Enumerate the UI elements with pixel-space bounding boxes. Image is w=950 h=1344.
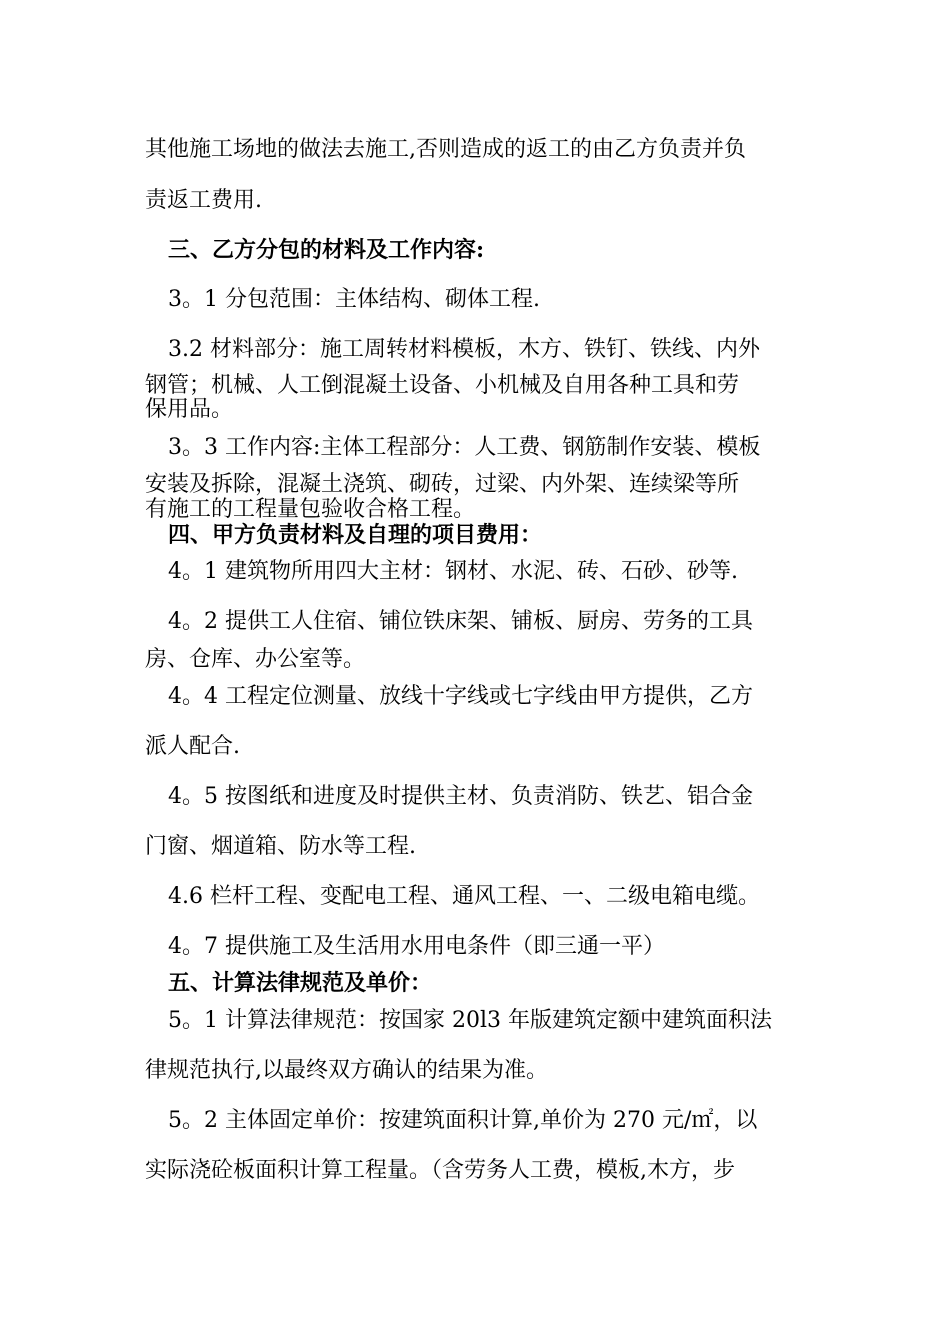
paragraph-line: 派人配合. [145, 734, 240, 759]
section-heading-3: 三、乙方分包的材料及工作内容: [168, 237, 485, 263]
paragraph-line: 5。2 主体固定单价：按建筑面积计算,单价为 270 元/㎡，以 [168, 1108, 758, 1133]
paragraph-line: 实际浇砼板面积计算工程量。（含劳务人工费，模板,木方，步 [145, 1158, 735, 1183]
paragraph-line: 其他施工场地的做法去施工,否则造成的返工的由乙方负责并负 [145, 137, 746, 162]
paragraph-line: 3。1 分包范围：主体结构、砌体工程. [168, 287, 540, 312]
paragraph-line: 责返工费用. [145, 188, 262, 213]
paragraph-line: 4。5 按图纸和进度及时提供主材、负责消防、铁艺、铝合金 [168, 784, 753, 809]
paragraph-line: 律规范执行,以最终双方确认的结果为准。 [145, 1058, 548, 1083]
section-heading-4: 四、甲方负责材料及自理的项目费用： [168, 522, 543, 548]
paragraph-line: 4。1 建筑物所用四大主材：钢材、水泥、砖、石砂、砂等. [168, 559, 738, 584]
paragraph-line: 3.2 材料部分：施工周转材料模板，木方、铁钉、铁线、内外 [168, 337, 760, 362]
paragraph-line: 4。4 工程定位测量、放线十字线或七字线由甲方提供，乙方 [168, 684, 753, 709]
paragraph-line: 安装及拆除，混凝土浇筑、砌砖，过梁、内外架、连续梁等所 [145, 472, 740, 497]
paragraph-line: 3。3 工作内容:主体工程部分：人工费、钢筋制作安装、模板 [168, 435, 761, 460]
paragraph-line: 保用品。 [145, 397, 234, 422]
paragraph-line: 房、仓库、办公室等。 [145, 647, 366, 672]
paragraph-line: 5。1 计算法律规范：按国家 20l3 年版建筑定额中建筑面积法 [168, 1008, 773, 1033]
paragraph-line: 4.6 栏杆工程、变配电工程、通风工程、一、二级电箱电缆。 [168, 884, 760, 909]
paragraph-line: 4。7 提供施工及生活用水用电条件（即三通一平） [168, 934, 665, 959]
paragraph-line: 4。2 提供工人住宿、铺位铁床架、铺板、厨房、劳务的工具 [168, 609, 753, 634]
paragraph-line: 钢管；机械、人工倒混凝土设备、小机械及自用各种工具和劳 [145, 373, 740, 398]
paragraph-line: 门窗、烟道箱、防水等工程. [145, 834, 416, 859]
section-heading-5: 五、计算法律规范及单价： [168, 970, 433, 996]
paragraph-line: 有施工的工程量包验收合格工程。 [145, 497, 476, 522]
